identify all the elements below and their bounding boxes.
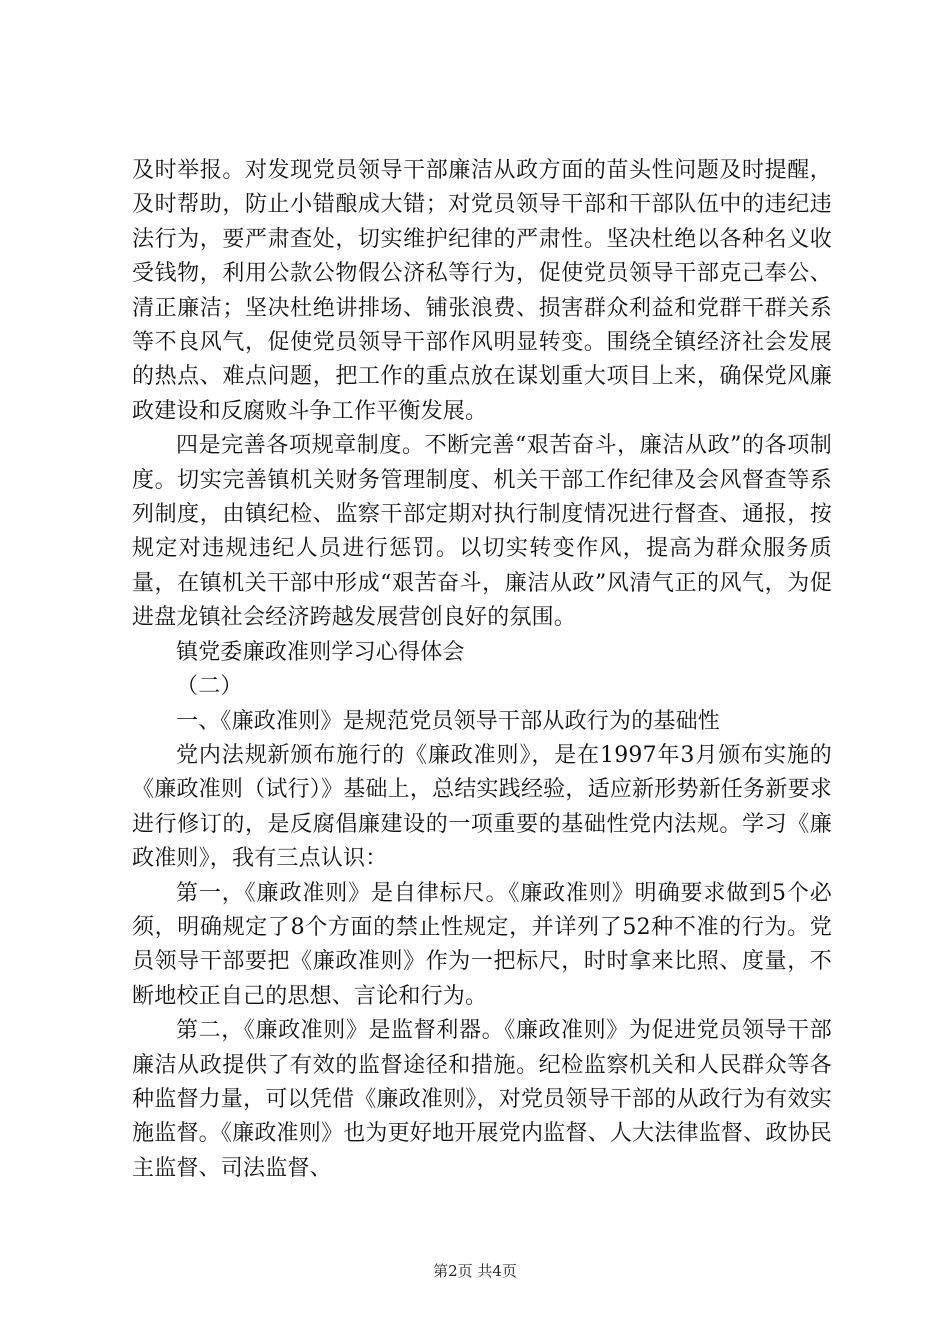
- heading-one: 一、《廉政准则》是规范党员领导干部从政行为的基础性: [176, 708, 721, 734]
- section-title: 镇党委廉政准则学习心得体会: [176, 639, 465, 665]
- section-number: （二）: [176, 674, 243, 700]
- document-body: [132, 154, 832, 1186]
- paragraph-rules-system: 四是完善各项规章制度。不断完善“艰苦奋斗，廉洁从政”的各项制度。切实完善镇机关财务管理制度、机关干部工作纪律及会风督查等系列制度，由镇纪检、监察干部定期对执行制度情况进行督查、通报，按规定对违规违纪人员进行惩罚。以切实转变作风，提高为群众服务质量，在镇机关干部中形成“艰苦奋斗，廉洁从政”风清气正的风气，为促进盘龙镇社会经济跨越发展营创良好的氛围。: [132, 433, 832, 631]
- paragraph-second-point: 第二，《廉政准则》是监督利器。《廉政准则》为促进党员领导干部廉洁从政提供了有效的监督途径和措施。纪检监察机关和人民群众等各种监督力量，可以凭借《廉政准则》，对党员领导干部的从政行为有效实施监督。《廉政准则》也为更好地开展党内监督、人大法律监督、政协民主监督、司法监督、: [132, 1018, 832, 1181]
- paragraph-intro: 党内法规新颁布施行的《廉政准则》，是在1997年3月颁布实施的《廉政准则（试行）》基础上，总结实践经验，适应新形势新任务新要求进行修订的，是反腐倡廉建设的一项重要的基础性党内法规。学习《廉政准则》，我有三点认识：: [132, 742, 832, 872]
- paragraph-continuation: 及时举报。对发现党员领导干部廉洁从政方面的苗头性问题及时提醒，及时帮助，防止小错酿成大错；对党员领导干部和干部队伍中的违纪违法行为，要严肃查处，切实维护纪律的严肃性。坚决杜绝以各种名义收受钱物，利用公款公物假公济私等行为，促使党员领导干部克己奉公、清正廉洁；坚决杜绝讲排场、铺张浪费、损害群众利益和党群干群关系等不良风气，促使党员领导干部作风明显转变。围绕全镇经济社会发展的热点、难点问题，把工作的重点放在谋划重大项目上来，确保党风廉政建设和反腐败斗争工作平衡发展。: [132, 158, 832, 424]
- page-number-footer: 第2页 共4页: [433, 1262, 517, 1280]
- paragraph-first-point: 第一，《廉政准则》是自律标尺。《廉政准则》明确要求做到5个必须，明确规定了8个方面的禁止性规定，并详列了52种不准的行为。党员领导干部要把《廉政准则》作为一把标尺，时时拿来比照、度量，不断地校正自己的思想、言论和行为。: [132, 880, 832, 1009]
